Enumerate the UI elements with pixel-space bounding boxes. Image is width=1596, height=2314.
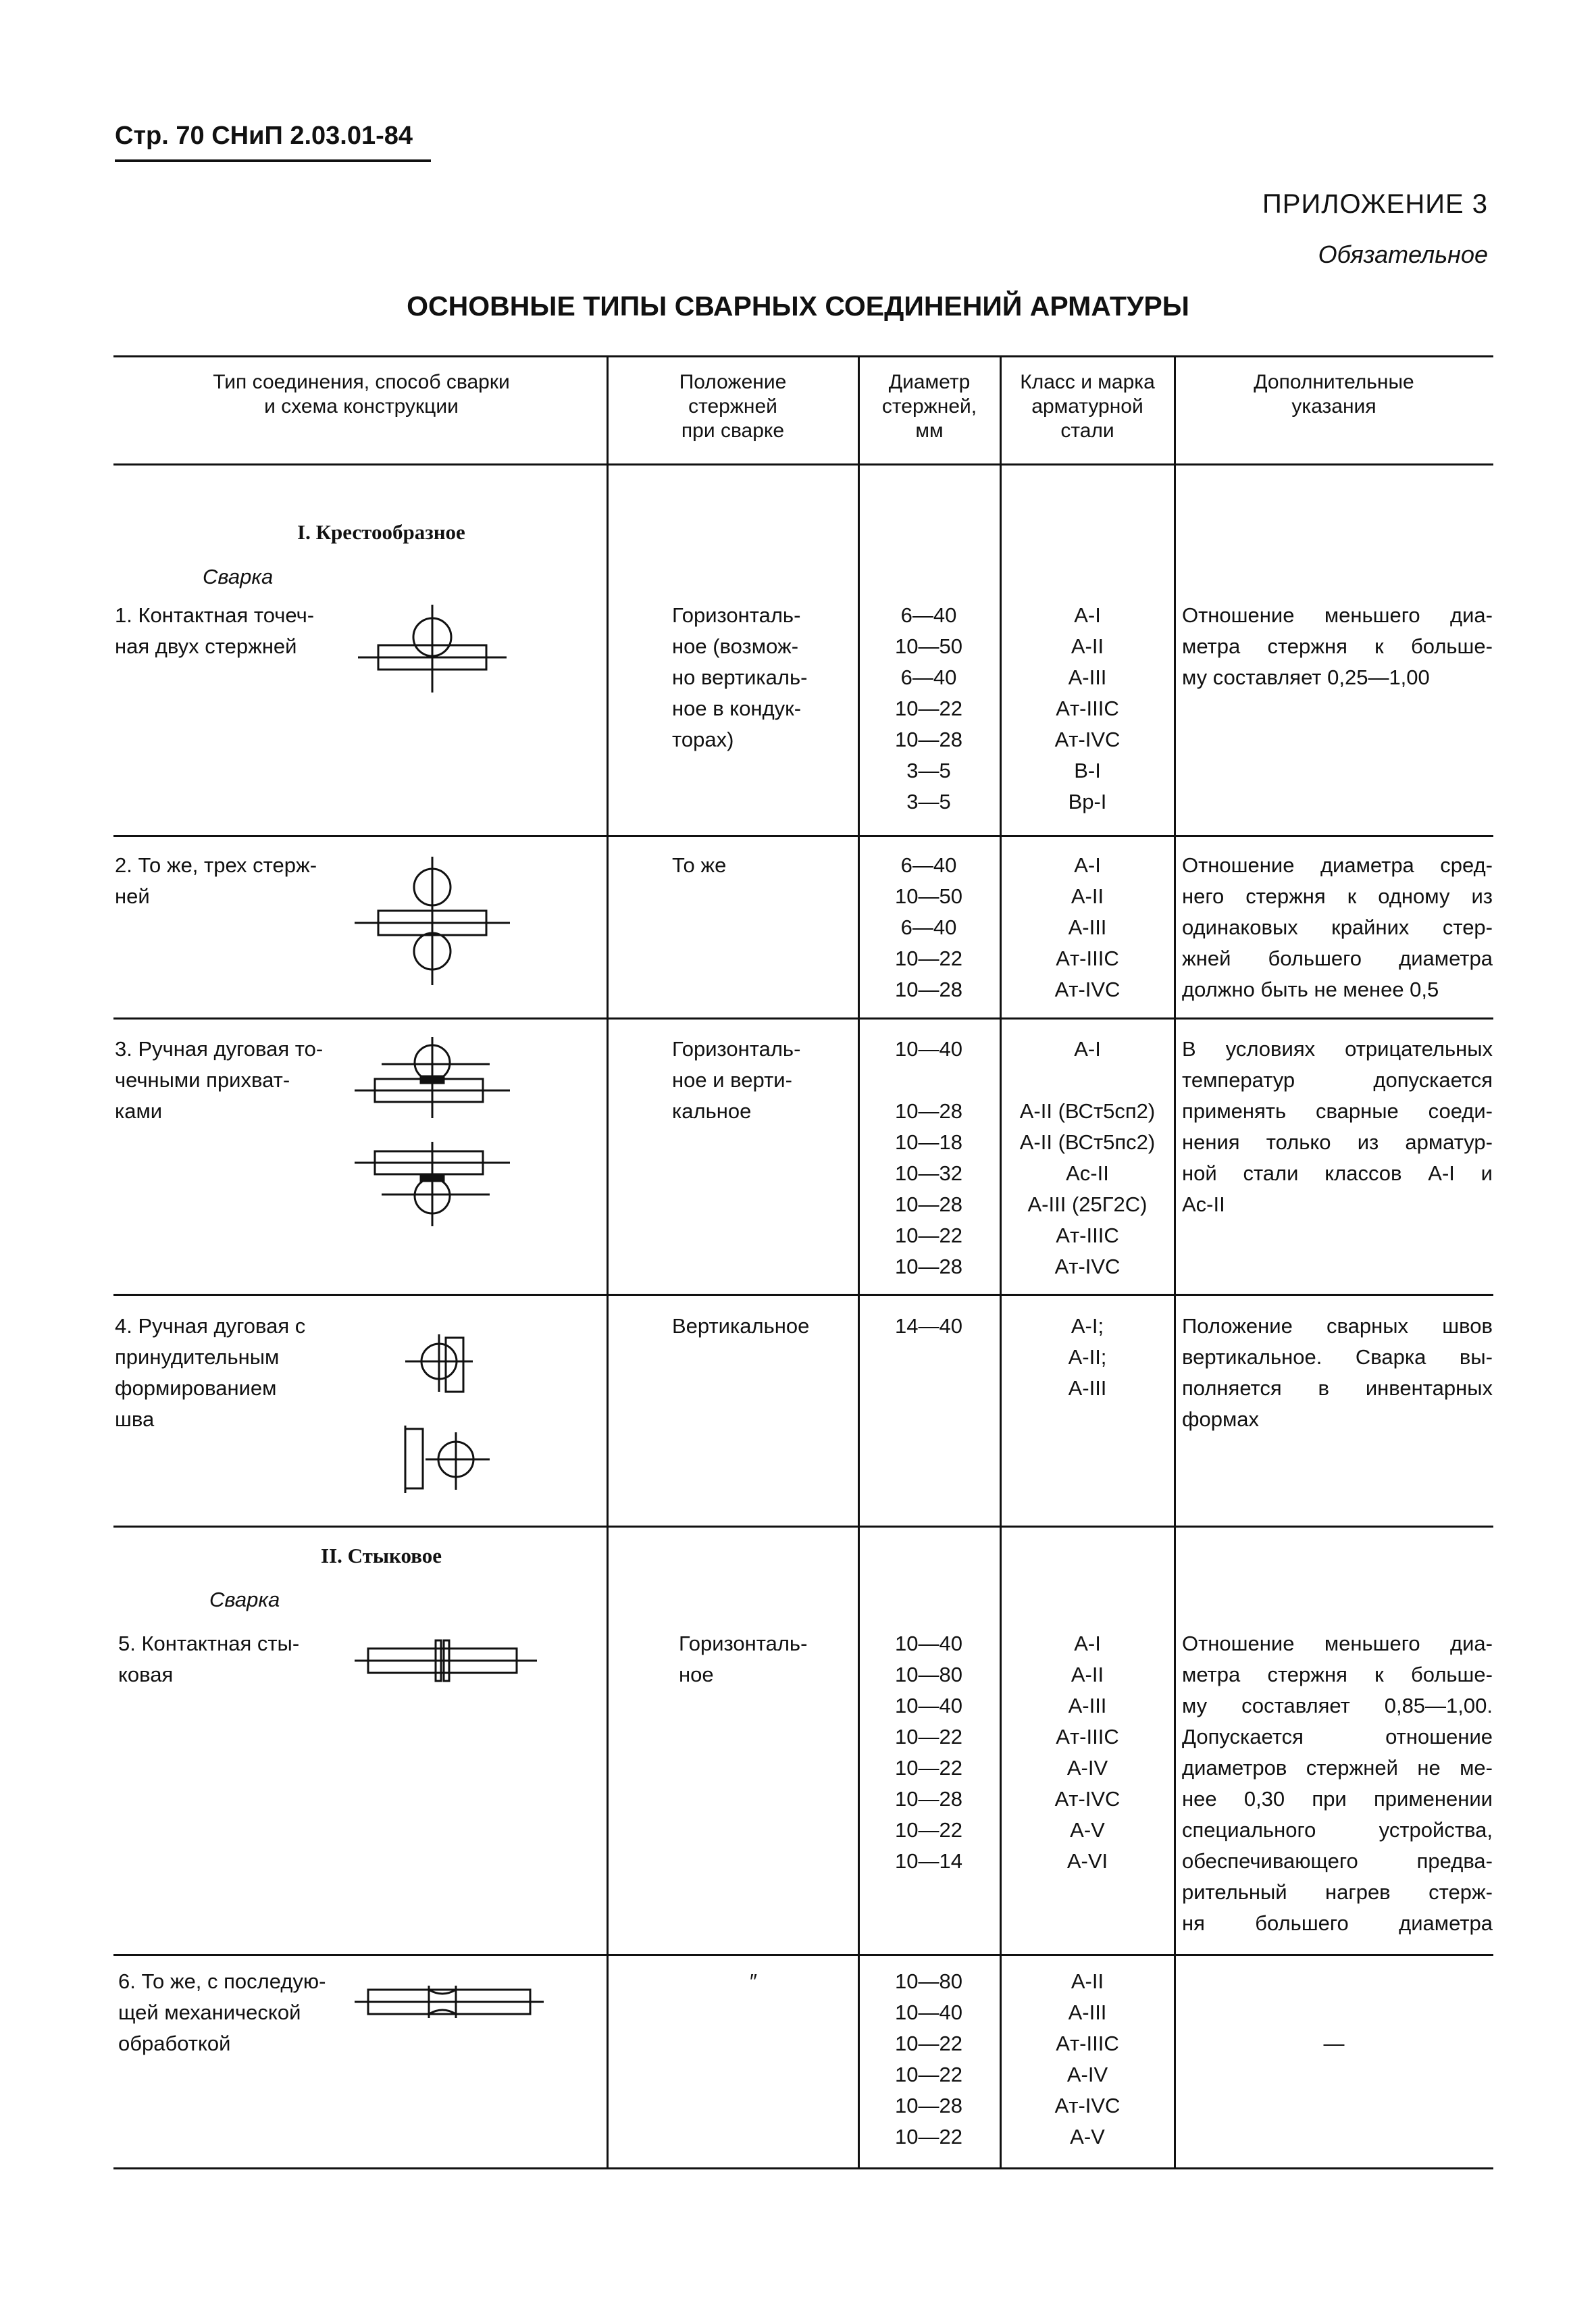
row-classes: A-I A-II (ВСт5сп2) A-II (ВСт5пс2) Ac-II A-III (25Г2С) Aт-IIIC Aт-IVC: [1019, 1037, 1156, 1278]
note-line: должно быть не менее 0,5: [1182, 978, 1439, 1001]
row-type: 1. Контактная точеч- ная двух стержней: [115, 603, 315, 658]
note-line: нее 0,30 при применении: [1182, 1787, 1493, 1811]
row-position: Горизонталь- ное: [679, 1632, 808, 1686]
note-line: рительный нагрев стерж-: [1182, 1880, 1493, 1904]
note-line: температур допускается: [1182, 1068, 1493, 1092]
note-line: Ac-II: [1182, 1192, 1225, 1216]
column-divider: [607, 355, 609, 2169]
column-header-type: Тип соединения, способ сварки и схема конструкции: [213, 371, 510, 418]
tack-weld-top-diagram: [355, 1037, 510, 1125]
cross-two-bars-diagram: [358, 605, 507, 699]
cross-three-bars-diagram: [355, 857, 510, 985]
note-line: жней большего диаметра: [1182, 947, 1493, 970]
butt-machined-diagram: [355, 1976, 544, 2030]
note-line: нения только из арматур-: [1182, 1130, 1493, 1154]
row-position: Вертикальное: [672, 1314, 810, 1338]
note-line: ня большего диаметра: [1182, 1911, 1493, 1935]
row-notes: [1182, 1034, 1493, 1220]
butt-contact-diagram: [355, 1635, 537, 1689]
row-diameters: 10—80 10—40 10—22 10—22 10—28 10—22: [895, 1969, 962, 2148]
table-bottom-rule: [113, 2167, 1493, 2169]
note-line: специального устройства,: [1182, 1818, 1493, 1842]
column-header-diameter: Диаметр стержней, мм: [881, 371, 977, 442]
column-header-position: Положение стержней при сварке: [679, 371, 787, 442]
note-line: метра стержня к больше-: [1182, 634, 1493, 658]
row-type: 5. Контактная сты- ковая: [118, 1632, 300, 1686]
row-classes: A-I; A-II; A-III: [1068, 1314, 1107, 1400]
row-type: 2. То же, трех стерж- ней: [115, 853, 317, 908]
row-classes: A-I A-II A-III Aт-IIIC Aт-IVC B-I Bp-I: [1054, 603, 1121, 813]
row-divider: [113, 835, 1493, 837]
column-header-steel-class: Класс и марка арматурной стали: [1020, 371, 1155, 442]
note-line: метра стержня к больше-: [1182, 1663, 1493, 1686]
page-header: Стр. 70 СНиП 2.03.01-84: [115, 122, 413, 150]
row-notes: [1175, 1966, 1493, 2121]
column-divider: [858, 355, 860, 2169]
row-position: Горизонталь- ное (возмож- но вертикаль- ное в кондук- торах): [672, 603, 808, 751]
note-line: му составляет 0,85—1,00.: [1182, 1694, 1493, 1717]
note-line: диаметров стержней не ме-: [1182, 1756, 1493, 1780]
row-notes: [1182, 600, 1493, 693]
row-divider: [113, 1294, 1493, 1296]
appendix-label: ПРИЛОЖЕНИЕ 3: [1262, 189, 1488, 219]
note-line: одинаковых крайних стер-: [1182, 915, 1493, 939]
row-diameters: 6—40 10—50 6—40 10—22 10—28: [895, 853, 962, 1001]
appendix-status: Обязательное: [1318, 241, 1488, 268]
table-top-rule: [113, 355, 1493, 357]
note-line: Отношение меньшего диа-: [1182, 603, 1493, 627]
row-classes: A-I A-II A-III Aт-IIIC A-IV Aт-IVC A-V A-VI: [1054, 1632, 1121, 1873]
row-type: 6. То же, с последую- щей механической обработкой: [118, 1969, 326, 2055]
column-divider: [1000, 355, 1002, 2169]
note-line: применять сварные соеди-: [1182, 1099, 1493, 1123]
note-line: формах: [1182, 1407, 1260, 1431]
section-title-cross: I. Крестообразное: [297, 520, 465, 544]
note-line: Положение сварных швов: [1182, 1314, 1493, 1338]
row-classes: A-II A-III Aт-IIIC A-IV Aт-IVC A-V: [1054, 1969, 1121, 2148]
column-divider: [1174, 355, 1176, 2169]
tack-weld-bottom-diagram: [355, 1142, 510, 1230]
note-line: него стержня к одному из: [1182, 884, 1493, 908]
note-line: Допускается отношение: [1182, 1725, 1493, 1749]
row-divider: [113, 1526, 1493, 1528]
header-underline: [115, 159, 431, 162]
note-line: —: [1323, 2032, 1345, 2055]
row-notes: [1182, 1311, 1493, 1435]
note-line: му составляет 0,25—1,00: [1182, 665, 1430, 689]
forced-formation-weld-diagram: [398, 1317, 500, 1507]
note-line: обеспечивающего предва-: [1182, 1849, 1493, 1873]
note-line: ной стали классов A-I и: [1182, 1161, 1493, 1185]
note-line: Отношение диаметра сред-: [1182, 853, 1493, 877]
note-line: вертикальное. Сварка вы-: [1182, 1345, 1493, 1369]
row-diameters: 10—40 10—28 10—18 10—32 10—28 10—22 10—28: [895, 1037, 962, 1278]
note-line: В условиях отрицательных: [1182, 1037, 1493, 1061]
row-position: То же: [672, 853, 727, 877]
row-notes: [1182, 1628, 1493, 1939]
row-notes: [1182, 850, 1493, 1005]
row-type: 3. Ручная дуговая то- чечными прихват- ками: [115, 1037, 324, 1123]
row-diameters: 10—40 10—80 10—40 10—22 10—22 10—28 10—22 10—14: [895, 1632, 962, 1873]
row-type: 4. Ручная дуговая с принудительным формированием шва: [115, 1314, 306, 1431]
table-header-rule: [113, 463, 1493, 466]
section-title-butt: II. Стыковое: [321, 1544, 442, 1567]
row-divider: [113, 1954, 1493, 1956]
row-diameters: 14—40: [895, 1314, 962, 1338]
document-title: ОСНОВНЫЕ ТИПЫ СВАРНЫХ СОЕДИНЕНИЙ АРМАТУРЫ: [407, 291, 1189, 322]
row-position: ″: [750, 1969, 757, 1993]
section-subtitle: Сварка: [209, 1588, 280, 1611]
column-header-notes: Дополнительные указания: [1254, 371, 1414, 418]
row-classes: A-I A-II A-III Aт-IIIC Aт-IVC: [1054, 853, 1121, 1001]
row-diameters: 6—40 10—50 6—40 10—22 10—28 3—5 3—5: [895, 603, 962, 813]
note-line: Отношение меньшего диа-: [1182, 1632, 1493, 1655]
section-subtitle: Сварка: [203, 565, 274, 588]
note-line: полняется в инвентарных: [1182, 1376, 1493, 1400]
row-divider: [113, 1017, 1493, 1020]
row-position: Горизонталь- ное и верти- кальное: [672, 1037, 801, 1123]
